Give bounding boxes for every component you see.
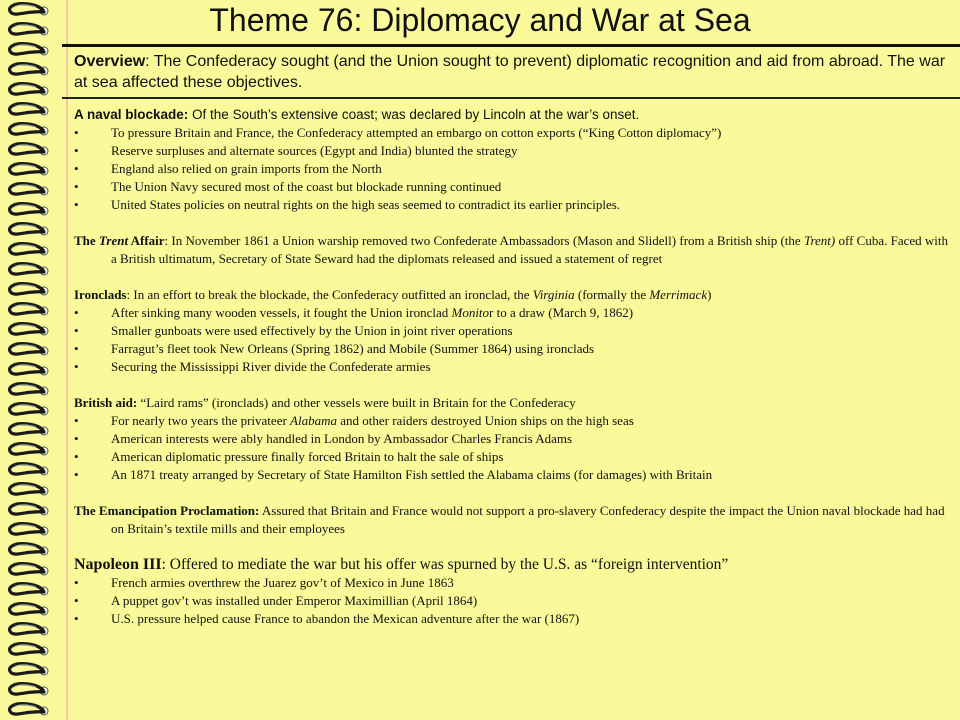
spiral-ring-icon — [6, 102, 50, 118]
section-heading — [74, 394, 954, 412]
spiral-ring-icon — [6, 442, 50, 458]
list-item — [74, 142, 954, 160]
section-text: Assured that Britain and France would not support a pro-slavery Confederacy despite the impact the Union naval blockade had had on Britain’s textile mills and their employees — [111, 503, 945, 536]
section-emancipation — [74, 502, 954, 538]
spiral-ring-icon — [6, 562, 50, 578]
list-item — [74, 358, 954, 376]
overview — [74, 51, 954, 93]
list-item-text: To pressure Britain and France, the Confederacy attempted an embargo on cotton exports (“King Cotton diplomacy”) — [111, 125, 722, 140]
spiral-ring-icon — [6, 322, 50, 338]
spiral-ring-icon — [6, 482, 50, 498]
section-heading: Ironclads: In an effort to break the blockade, the Confederacy outfitted an ironclad, the Virginia (formally the Merrimack) — [74, 287, 712, 302]
bullet-icon: • — [74, 593, 79, 608]
spiral-ring-icon — [6, 522, 50, 538]
bullet-icon: • — [74, 467, 79, 482]
spiral-ring-icon — [6, 182, 50, 198]
spiral-ring-icon — [6, 642, 50, 658]
spiral-binding — [0, 0, 62, 720]
list-item-text: American diplomatic pressure finally forced Britain to halt the sale of ships — [111, 449, 504, 464]
spiral-ring-icon — [6, 502, 50, 518]
bullet-list — [74, 304, 954, 376]
section-label: The Trent Affair — [74, 233, 165, 248]
spiral-ring-icon — [6, 402, 50, 418]
section-label: British aid: — [74, 395, 138, 410]
section-napoleon — [74, 556, 954, 628]
spiral-ring-icon — [6, 582, 50, 598]
bullet-icon: • — [74, 161, 79, 176]
list-item — [74, 124, 954, 142]
list-item: • For nearly two years the privateer Alabama and other raiders destroyed Union ships on the high seas — [74, 413, 634, 428]
bullet-icon: • — [74, 179, 79, 194]
section-heading — [74, 556, 954, 574]
list-item-text: American interests were ably handled in London by Ambassador Charles Francis Adams — [111, 431, 573, 446]
section-label: Ironclads — [74, 287, 127, 302]
spiral-ring-icon — [6, 422, 50, 438]
spiral-ring-icon — [6, 142, 50, 158]
list-item — [74, 592, 954, 610]
bullet-icon: • — [74, 305, 79, 320]
spiral-ring-icon — [6, 382, 50, 398]
bullet-icon: • — [74, 323, 79, 338]
list-item — [74, 574, 954, 592]
list-item-text: Securing the Mississippi River divide the Confederate armies — [111, 359, 431, 374]
section-british-aid — [74, 394, 954, 484]
list-item — [74, 340, 954, 358]
list-item — [74, 448, 954, 466]
list-item-text: Farragut’s fleet took New Orleans (Spring 1862) and Mobile (Summer 1864) using ironclads — [111, 341, 595, 356]
list-item: • After sinking many wooden vessels, it fought the Union ironclad Monitor to a draw (March 9, 1862) — [74, 305, 634, 320]
list-item-text: French armies overthrew the Juarez gov’t of Mexico in June 1863 — [111, 575, 454, 590]
spiral-ring-icon — [6, 602, 50, 618]
section-text: : Offered to mediate the war but his offer was spurned by the U.S. as “foreign intervention” — [161, 556, 729, 573]
margin-line — [66, 0, 68, 720]
section-trent-affair — [74, 232, 954, 268]
bullet-icon: • — [74, 197, 79, 212]
spiral-ring-icon — [6, 682, 50, 698]
section-naval-blockade — [74, 106, 954, 214]
spiral-ring-icon — [6, 242, 50, 258]
bullet-list — [74, 124, 954, 214]
bullet-icon: • — [74, 359, 79, 374]
list-item — [74, 610, 954, 628]
section-ironclads — [74, 286, 954, 376]
spiral-ring-icon — [6, 262, 50, 278]
list-item — [74, 178, 954, 196]
list-item-text: A puppet gov’t was installed under Emperor Maximillian (April 1864) — [111, 593, 478, 608]
notes-content — [74, 106, 954, 628]
list-item-text: England also relied on grain imports from the North — [111, 161, 382, 176]
bullet-icon: • — [74, 431, 79, 446]
section-label: The Emancipation Proclamation: — [74, 503, 260, 518]
list-item-text: Reserve surpluses and alternate sources (Egypt and India) blunted the strategy — [111, 143, 518, 158]
section-text: : In November 1861 a Union warship removed two Confederate Ambassadors (Mason and Slidell) from a British ship (the — [164, 233, 804, 248]
spiral-ring-icon — [6, 222, 50, 238]
spiral-ring-icon — [6, 342, 50, 358]
bullet-icon: • — [74, 341, 79, 356]
list-item — [74, 196, 954, 214]
page-title: Theme 76: Diplomacy and War at Sea — [209, 2, 751, 38]
spiral-ring-icon — [6, 662, 50, 678]
spiral-ring-icon — [6, 542, 50, 558]
list-item-text: Smaller gunboats were used effectively by the Union in joint river operations — [111, 323, 513, 338]
spiral-ring-icon — [6, 82, 50, 98]
spiral-ring-icon — [6, 302, 50, 318]
spiral-ring-icon — [6, 702, 50, 718]
section-label: A naval blockade: — [74, 107, 189, 122]
bullet-icon: • — [74, 611, 79, 626]
section-text: Of the South’s extensive coast; was declared by Lincoln at the war’s onset. — [188, 107, 640, 122]
spiral-ring-icon — [6, 162, 50, 178]
list-item — [74, 160, 954, 178]
bullet-icon: • — [74, 575, 79, 590]
list-item-text: The Union Navy secured most of the coast but blockade running continued — [111, 179, 502, 194]
title-divider — [62, 44, 960, 47]
spiral-ring-icon — [6, 362, 50, 378]
list-item-text: U.S. pressure helped cause France to abandon the Mexican adventure after the war (1867) — [111, 611, 580, 626]
spiral-ring-icon — [6, 62, 50, 78]
spiral-ring-icon — [6, 282, 50, 298]
ship-name: Trent) — [803, 233, 836, 248]
list-item-text: United States policies on neutral rights on the high seas seemed to contradict its earlier principles. — [111, 197, 621, 212]
section-text: off Cuba. Faced with a British ultimatum, Secretary of State Seward had the diplomats released and issued a statement of regret — [111, 233, 949, 266]
overview-divider — [62, 97, 960, 99]
list-item — [74, 322, 954, 340]
overview-text: : The Confederacy sought (and the Union sought to prevent) diplomatic recognition and aid from abroad. The war at sea affected these objectives. — [74, 53, 946, 91]
overview-label: Overview — [74, 53, 146, 70]
bullet-icon: • — [74, 449, 79, 464]
list-item — [74, 430, 954, 448]
bullet-list — [74, 574, 954, 628]
bullet-icon: • — [74, 413, 79, 428]
spiral-ring-icon — [6, 202, 50, 218]
section-heading — [74, 106, 954, 124]
section-text: “Laird rams” (ironclads) and other vessels were built in Britain for the Confederacy — [137, 395, 576, 410]
spiral-ring-icon — [6, 622, 50, 638]
bullet-icon: • — [74, 125, 79, 140]
spiral-ring-icon — [6, 462, 50, 478]
spiral-ring-icon — [6, 42, 50, 58]
list-item — [74, 466, 954, 484]
section-label: Napoleon III — [74, 556, 162, 573]
list-item-text: An 1871 treaty arranged by Secretary of State Hamilton Fish settled the Alabama claims (for damages) with Britain — [111, 467, 713, 482]
bullet-icon: • — [74, 143, 79, 158]
spiral-ring-icon — [6, 122, 50, 138]
bullet-list — [74, 412, 954, 484]
